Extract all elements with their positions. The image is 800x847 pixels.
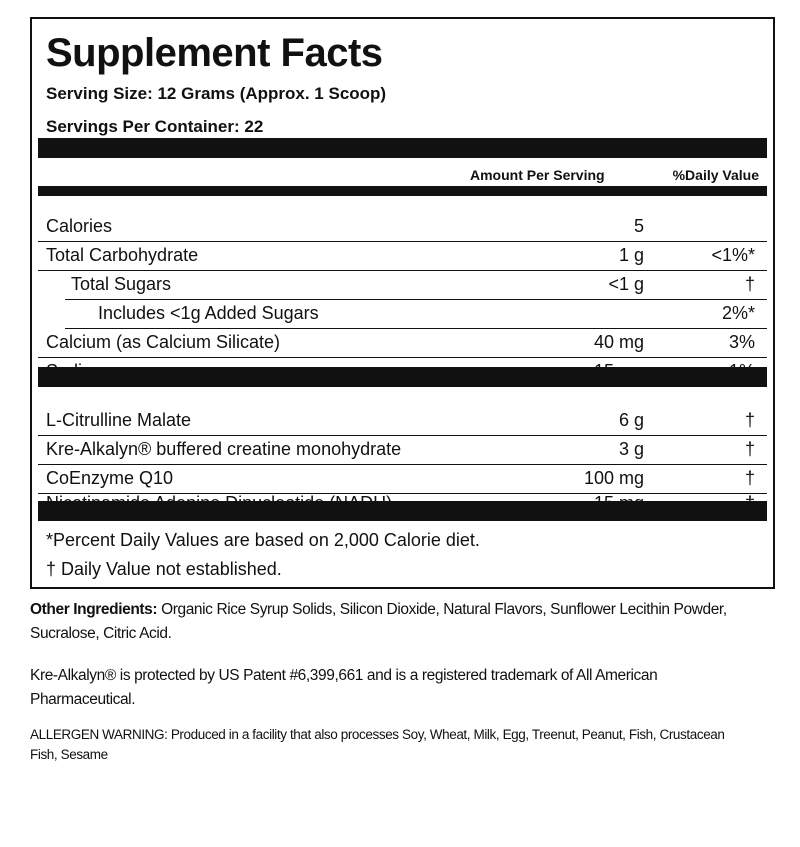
nutrient-dv: † — [744, 274, 755, 294]
ingredient-row-citrulline — [38, 406, 767, 436]
ingredient-amount: 6 g — [618, 410, 644, 430]
nutrient-amount: 1 g — [618, 245, 644, 265]
ingredient-dv: † — [744, 468, 755, 488]
header-daily-value: %Daily Value — [672, 167, 759, 183]
nutrient-row-calories — [38, 212, 767, 242]
header-amount-per-serving: Amount Per Serving — [470, 167, 605, 183]
ingredient-dv: † — [744, 439, 755, 459]
nutrient-amount: 5 — [633, 216, 644, 236]
divider-bar-top — [38, 138, 767, 158]
nutrient-row-total-carbohydrate — [38, 241, 767, 271]
nutrient-amount: <1 g — [608, 274, 644, 294]
nutrient-name: Calories — [46, 216, 113, 236]
panel-content — [38, 19, 767, 587]
nutrient-name: Total Sugars — [71, 274, 172, 294]
ingredient-name: Kre-Alkalyn® buffered creatine monohydrate — [46, 439, 402, 459]
other-ingredients-text: Organic Rice Syrup Solids, Silicon Dioxide, Natural Flavors, Sunflower Lecithin Powder, Sucralose, Citric Acid. — [30, 601, 727, 642]
allergen-warning: ALLERGEN WARNING: Produced in a facility that also processes Soy, Wheat, Milk, Egg, Treenut, Peanut, Fish, Crustacean Fish, Sesame — [30, 727, 725, 762]
nutrient-row-calcium — [38, 328, 767, 358]
panel-title: Supplement Facts — [46, 31, 383, 75]
footnote-dagger: † Daily Value not established. — [46, 559, 282, 579]
ingredient-row-kre-alkalyn — [38, 435, 767, 465]
servings-per-container: Servings Per Container: 22 — [46, 117, 264, 136]
nutrient-dv: 3% — [728, 332, 755, 352]
divider-bar-middle — [38, 367, 767, 387]
serving-size: Serving Size: 12 Grams (Approx. 1 Scoop) — [46, 84, 387, 103]
nutrient-name: Total Carbohydrate — [46, 245, 199, 265]
nutrient-dv: <1%* — [711, 245, 755, 265]
ingredient-row-nadh — [38, 493, 767, 501]
nutrient-row-total-sugars — [65, 270, 767, 300]
ingredient-dv: † — [744, 410, 755, 430]
ingredient-amount: 3 g — [618, 439, 644, 459]
divider-bar-header — [38, 186, 767, 196]
other-ingredients — [30, 598, 730, 646]
ingredient-amount: 100 mg — [583, 468, 644, 488]
nutrient-amount: 40 mg — [593, 332, 644, 352]
nutrient-row-added-sugars — [65, 299, 767, 329]
other-ingredients-label: Other Ingredients: — [30, 601, 158, 618]
nutrient-name: Calcium (as Calcium Silicate) — [46, 332, 281, 352]
supplement-facts-panel — [30, 17, 775, 589]
nutrient-dv: 2%* — [721, 303, 755, 323]
divider-bar-bottom — [38, 501, 767, 521]
ingredient-name: CoEnzyme Q10 — [46, 468, 174, 488]
nutrient-name: Includes <1g Added Sugars — [98, 303, 319, 323]
ingredient-name: L-Citrulline Malate — [46, 410, 192, 430]
footnote-percent-daily-value: *Percent Daily Values are based on 2,000 Calorie diet. — [46, 530, 480, 550]
patent-notice: Kre-Alkalyn® is protected by US Patent #6,399,661 and is a registered trademark of All American Pharmaceutical. — [30, 667, 658, 708]
